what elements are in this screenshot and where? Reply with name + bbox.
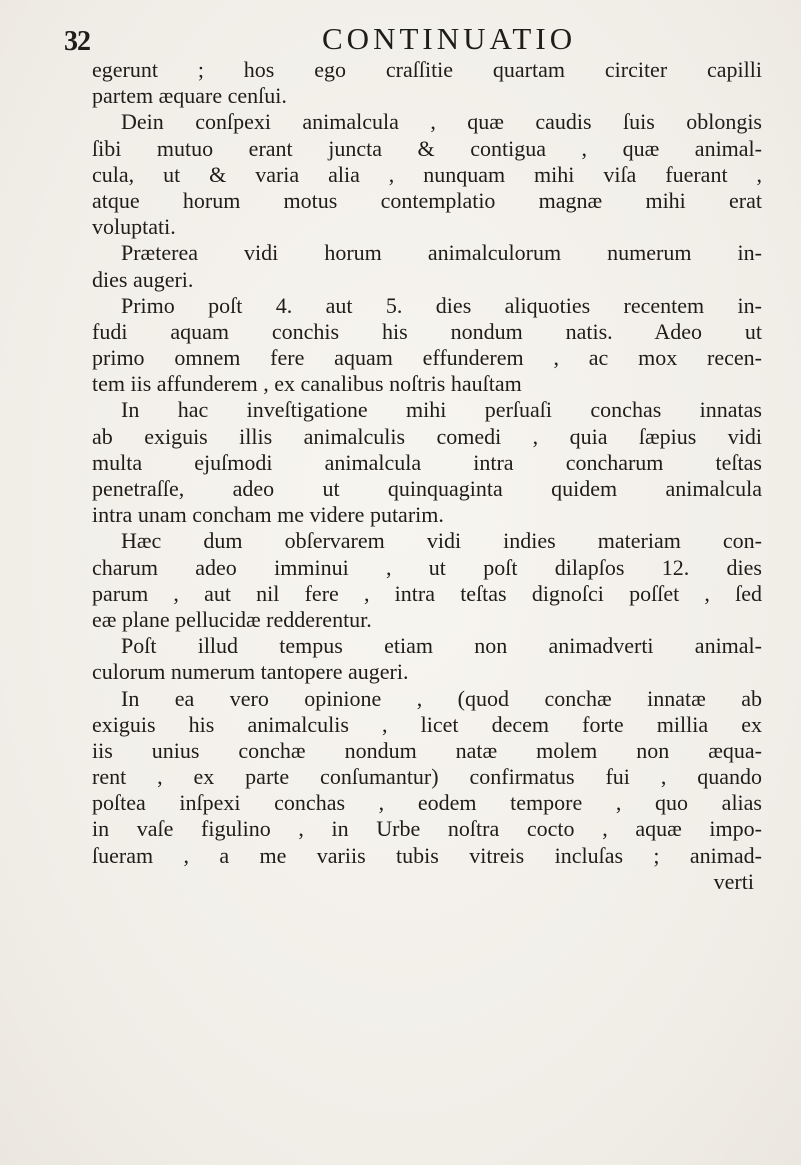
text-line: primo omnem fere aquam effunderem , ac mox recen-	[92, 345, 762, 371]
text-line: in vaſe figulino , in Urbe noſtra cocto , aquæ impo-	[92, 816, 762, 842]
text-line: culorum numerum tantopere augeri.	[92, 659, 409, 685]
text-line: ſueram , a me variis tubis vitreis incluſas ; animad-	[92, 842, 762, 868]
text-line: eæ plane pellucidæ redderentur.	[92, 606, 372, 632]
text-line: tem iis affunderem , ex canalibus noſtris hauſtam	[92, 371, 522, 397]
text-line: fudi aquam conchis his nondum natis. Adeo ut	[92, 318, 762, 344]
text-line: iis unius conchæ nondum natæ molem non æqua-	[92, 737, 762, 763]
text-line: Poſt illud tempus etiam non animadverti animal-	[121, 633, 762, 659]
page-header	[64, 18, 764, 58]
text-line: egerunt ; hos ego craſſitie quartam circiter capilli	[92, 57, 762, 82]
text-line: multa ejuſmodi animalcula intra concharum teſtas	[92, 449, 762, 475]
body-text	[92, 57, 762, 895]
text-line: partem æquare cenſui.	[92, 83, 287, 109]
text-line: ſibi mutuo erant juncta & contigua , quæ animal-	[92, 135, 762, 161]
text-line: poſtea inſpexi conchas , eodem tempore , quo alias	[92, 790, 762, 816]
text-line: rent , ex parte conſumantur) confirmatus fui , quando	[92, 764, 762, 790]
text-line: ab exiguis illis animalculis comedi , quia ſæpius vidi	[92, 423, 762, 449]
text-line: Hæc dum obſervarem vidi indies materiam con-	[121, 528, 762, 554]
catchword: verti	[713, 868, 754, 894]
text-line: dies augeri.	[92, 266, 194, 292]
page-number: 32	[64, 26, 90, 57]
text-line: intra unam concham me videre putarim.	[92, 502, 444, 528]
text-line: charum adeo imminui , ut poſt dilapſos 12. dies	[92, 554, 762, 580]
text-line: Primo poſt 4. aut 5. dies aliquoties recentem in-	[121, 292, 762, 318]
running-head: CONTINUATIO	[322, 21, 577, 56]
text-line: In hac inveſtigatione mihi perſuaſi conchas innatas	[121, 397, 762, 423]
text-line: penetraſſe, adeo ut quinquaginta quidem animalcula	[92, 476, 762, 501]
text-line: Dein conſpexi animalcula , quæ caudis ſuis oblongis	[121, 109, 762, 135]
text-line: parum , aut nil fere , intra teſtas dignoſci poſſet , ſed	[92, 580, 762, 606]
text-line: voluptati.	[92, 214, 176, 240]
text-line: cula, ut & varia alia , nunquam mihi viſa fuerant ,	[92, 161, 762, 187]
text-line: atque horum motus contemplatio magnæ mihi erat	[92, 187, 762, 213]
text-line: exiguis his animalculis , licet decem forte millia ex	[92, 711, 762, 737]
text-line: In ea vero opinione , (quod conchæ innatæ ab	[121, 685, 762, 711]
text-line: Præterea vidi horum animalculorum numerum in-	[121, 240, 762, 266]
